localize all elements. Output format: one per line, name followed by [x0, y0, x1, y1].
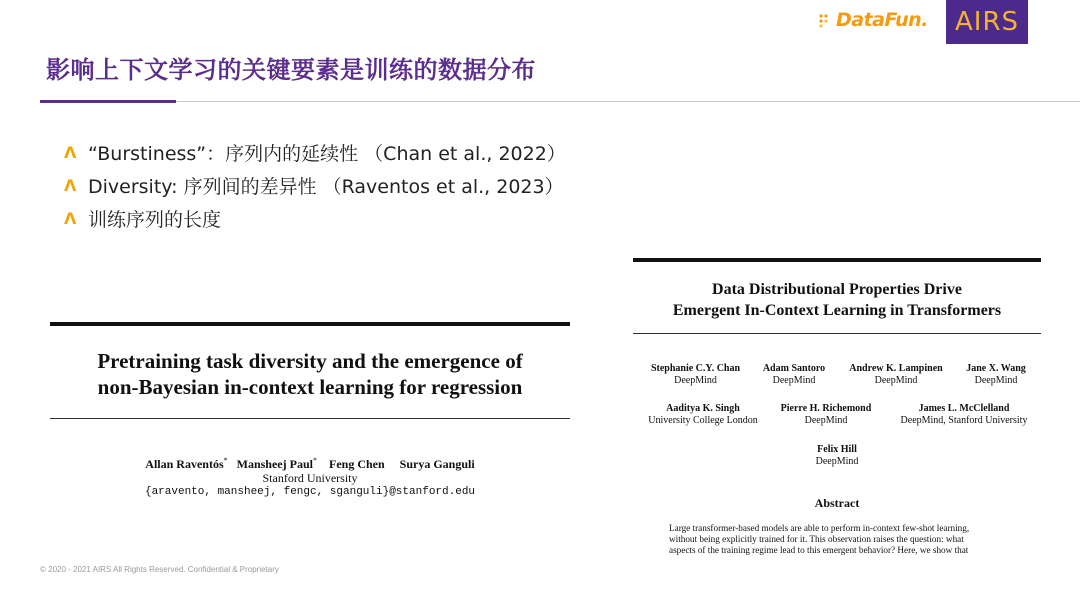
abstract-line: Large transformer-based models are able to perform in-context few-shot learning, [669, 523, 970, 533]
paper-title-rule [50, 418, 570, 419]
author-org: DeepMind [804, 415, 848, 426]
author-name: Andrew K. Lampinen [849, 363, 943, 374]
paper-title [633, 279, 1041, 321]
author-block [753, 363, 835, 387]
paper-title-rule [633, 333, 1041, 334]
bullet-text: Diversity: 序列间的差异性 （Raventos et al., 2023） [88, 176, 564, 198]
paper-top-rule [50, 322, 570, 326]
airs-logo-text: AIRS [954, 7, 1020, 37]
author-block [771, 403, 881, 427]
datafun-logo [818, 9, 928, 31]
author-name: Surya Ganguli [399, 457, 475, 471]
airs-logo [946, 0, 1028, 44]
author-block [841, 363, 951, 387]
bullet-item [64, 202, 566, 235]
bullet-text: 训练序列的长度 [88, 209, 222, 231]
bullet-item [64, 136, 566, 169]
page-title: 影响上下文学习的关键要素是训练的数据分布 [46, 56, 536, 84]
author-org: University College London [648, 415, 758, 426]
bullet-list [64, 136, 566, 235]
paper-excerpt-chan [633, 258, 1041, 560]
paper-authors [50, 456, 570, 472]
author-name: Allan Raventós [145, 457, 224, 471]
author-name: Pierre H. Richemond [780, 403, 872, 414]
paper-title [50, 348, 570, 400]
abstract-line: without being explicitly trained for it. This observation raises the question: what [669, 534, 964, 544]
bullet-marker-icon: Λ [64, 176, 77, 195]
author-name: James L. McClelland [918, 403, 1010, 414]
author-org: DeepMind [772, 375, 816, 386]
author-org: DeepMind [874, 375, 918, 386]
author-name: Aaditya K. Singh [666, 403, 740, 414]
author-name: Jane X. Wang [966, 363, 1026, 374]
author-name: Felix Hill [817, 444, 857, 455]
author-name: Mansheej Paul [236, 457, 313, 471]
abstract-body [669, 523, 1039, 556]
author-block [889, 403, 1039, 427]
title-divider [40, 101, 1080, 102]
author-mark: * [223, 456, 228, 465]
paper-emails: {aravento, mansheej, fengc, sganguli}@stanford.edu [144, 486, 476, 498]
author-block [643, 363, 748, 387]
bullet-marker-icon: Λ [64, 209, 77, 228]
author-block [955, 363, 1037, 387]
datafun-logo-text: DataFun. [836, 9, 928, 31]
title-accent-bar [40, 100, 176, 103]
author-org: DeepMind [674, 375, 717, 386]
abstract-line: aspects of the training regime lead to this emergent behavior? Here, we show that [669, 545, 969, 555]
datafun-dots-icon [818, 12, 834, 28]
author-org: DeepMind [815, 456, 859, 467]
copyright-footer: © 2020 - 2021 AIRS All Rights Reserved. Confidential & Proprietary [40, 565, 279, 574]
paper-title-line: non-Bayesian in-context learning for regression [97, 375, 523, 399]
paper-title-line: Data Distributional Properties Drive [712, 281, 962, 298]
paper-title-line: Emergent In-Context Learning in Transformers [672, 302, 1002, 319]
abstract-heading: Abstract [814, 496, 860, 510]
paper-excerpt-raventos [50, 322, 570, 502]
paper-top-rule [633, 258, 1041, 262]
bullet-text: “Burstiness”：序列内的延续性 （Chan et al., 2022） [88, 143, 566, 165]
author-name: Adam Santoro [762, 363, 826, 374]
author-block [639, 403, 767, 427]
author-org: DeepMind [974, 375, 1018, 386]
author-block [787, 444, 887, 468]
paper-title-line: Pretraining task diversity and the emergence of [97, 349, 523, 373]
author-name: Stephanie C.Y. Chan [650, 363, 741, 374]
author-name: Feng Chen [328, 457, 385, 471]
author-org: DeepMind, Stanford University [900, 415, 1028, 426]
author-mark: * [312, 456, 317, 465]
paper-affiliation: Stanford University [262, 471, 358, 485]
bullet-marker-icon: Λ [64, 143, 77, 162]
bullet-item [64, 169, 566, 202]
